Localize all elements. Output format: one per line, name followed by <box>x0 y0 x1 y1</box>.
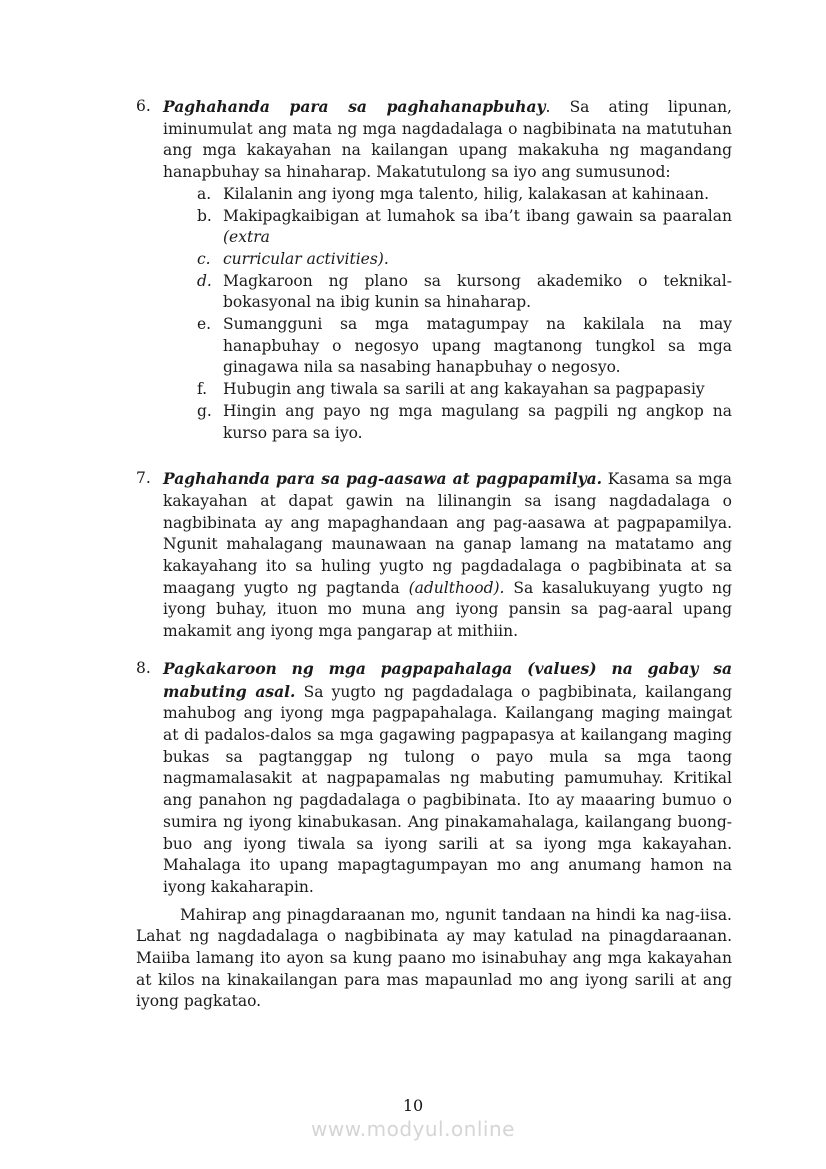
subitem-letter: a. <box>197 184 212 203</box>
subitem-text: curricular activities). <box>223 249 389 268</box>
sub-list <box>163 184 732 444</box>
watermark: www.modyul.online <box>311 1117 515 1141</box>
page-number: 10 <box>402 1096 424 1115</box>
list-subitem-b <box>163 206 732 249</box>
subitem-letter: e. <box>197 315 212 334</box>
list-subitem-c <box>163 249 732 271</box>
subitem-text: Makipagkaibigan at lumahok sa iba’t ibang gawain sa paaralan (extra <box>223 206 732 247</box>
item-paragraph: Paghahanda para sa paghahanapbuhay. Sa ating lipunan, iminumulat ang mata ng mga nagdadalaga o nagbibinata na matutuhan ang mga kakayahan na kailangan upang makakuha ng magandang hanapbuhay sa hinaharap. Makatutulong sa iyo ang sumusunod: <box>163 97 732 182</box>
item-body <box>163 658 732 899</box>
list-subitem-e <box>163 314 732 379</box>
subitem-letter: b. <box>197 206 212 225</box>
item-number: 8. <box>136 658 151 677</box>
item-paragraph: Paghahanda para sa pag-aasawa at pagpapamilya. Kasama sa mga kakayahan at dapat gawin na lilinangin sa isang nagdadalaga o nagbibinata ay ang mapaghandaan ang pag-aasawa at pagpapamilya. Ngunit mahalagang maunawaan na ganap lamang na matatamo ang kakayahang ito sa huling yugto ng pagdadalaga o pagbibinata at sa maagang yugto ng pagtanda (adulthood). Sa kasalukuyang yugto ng iyong buhay, ituon mo muna ang iyong pansin sa pag-aaral upang makamit ang iyong mga pangarap at mithiin. <box>163 469 732 641</box>
page-content <box>136 96 732 1013</box>
list-subitem-f <box>163 379 732 401</box>
subitem-text: Kilalanin ang iyong mga talento, hilig, kalakasan at kahinaan. <box>223 184 710 203</box>
list-subitem-d <box>163 271 732 314</box>
subitem-text: Sumangguni sa mga matagumpay na kakilala na may hanapbuhay o negosyo upang magtanong tungkol sa mga ginagawa nila sa nasabing hanapbuhay o negosyo. <box>223 315 732 377</box>
closing-paragraph: Mahirap ang pinagdaraanan mo, ngunit tandaan na hindi ka nag-iisa. Lahat ng nagdadalaga o nagbibinata ay may katulad na pinagdaraanan. Maiiba lamang ito ayon sa kung paano mo isinabuhay ang mga kakayahan at kilos na kinakailangan para mas mapaunlad mo ang iyong sarili at ang iyong pagkatao. <box>136 905 732 1011</box>
item-body <box>163 468 732 643</box>
subitem-letter: f. <box>197 380 208 399</box>
item-number: 7. <box>136 469 151 488</box>
list-item-8 <box>136 658 732 899</box>
list-item-7 <box>136 468 732 643</box>
item-body <box>163 96 732 444</box>
subitem-text: Hubugin ang tiwala sa sarili at ang kakayahan sa pagpapasiy <box>223 380 705 399</box>
list-item-6 <box>136 96 732 444</box>
subitem-letter: g. <box>197 401 212 420</box>
subitem-letter: d. <box>197 271 212 290</box>
subitem-text: Magkaroon ng plano sa kursong akademiko o teknikal-bokasyonal na ibig kunin sa hinaharap. <box>223 271 732 312</box>
item-number: 6. <box>136 97 151 115</box>
item-paragraph: Pagkakaroon ng mga pagpapahalaga (values) na gabay sa mabuting asal. Sa yugto ng pagdadalaga o pagbibinata, kailangang mahubog ang iyong mga pagpapahalaga. Kailangang maging maingat at di padalos-dalos sa mga gagawing pagpapasya at kailangang maging bukas sa pagtanggap ng tulong o payo mula sa mga taong nagmamalasakit at nagpapamalas ng mabuting pamumuhay. Kritikal ang panahon ng pagdadalaga o pagbibinata. Ito ay maaaring bumuo o sumira ng iyong kinabukasan. Ang pinakamahalaga, kailangang buong-buo ang iyong tiwala sa iyong sarili at sa iyong mga kakayahan. Mahalaga ito upang mapagtagumpayan mo ang anumang hamon na iyong kakaharapin. <box>163 658 733 896</box>
list-subitem-a <box>163 184 732 206</box>
subitem-letter: c. <box>197 249 211 268</box>
subitem-text: Hingin ang payo ng mga magulang sa pagpili ng angkop na kurso para sa iyo. <box>223 401 732 442</box>
list-subitem-g <box>163 401 732 444</box>
